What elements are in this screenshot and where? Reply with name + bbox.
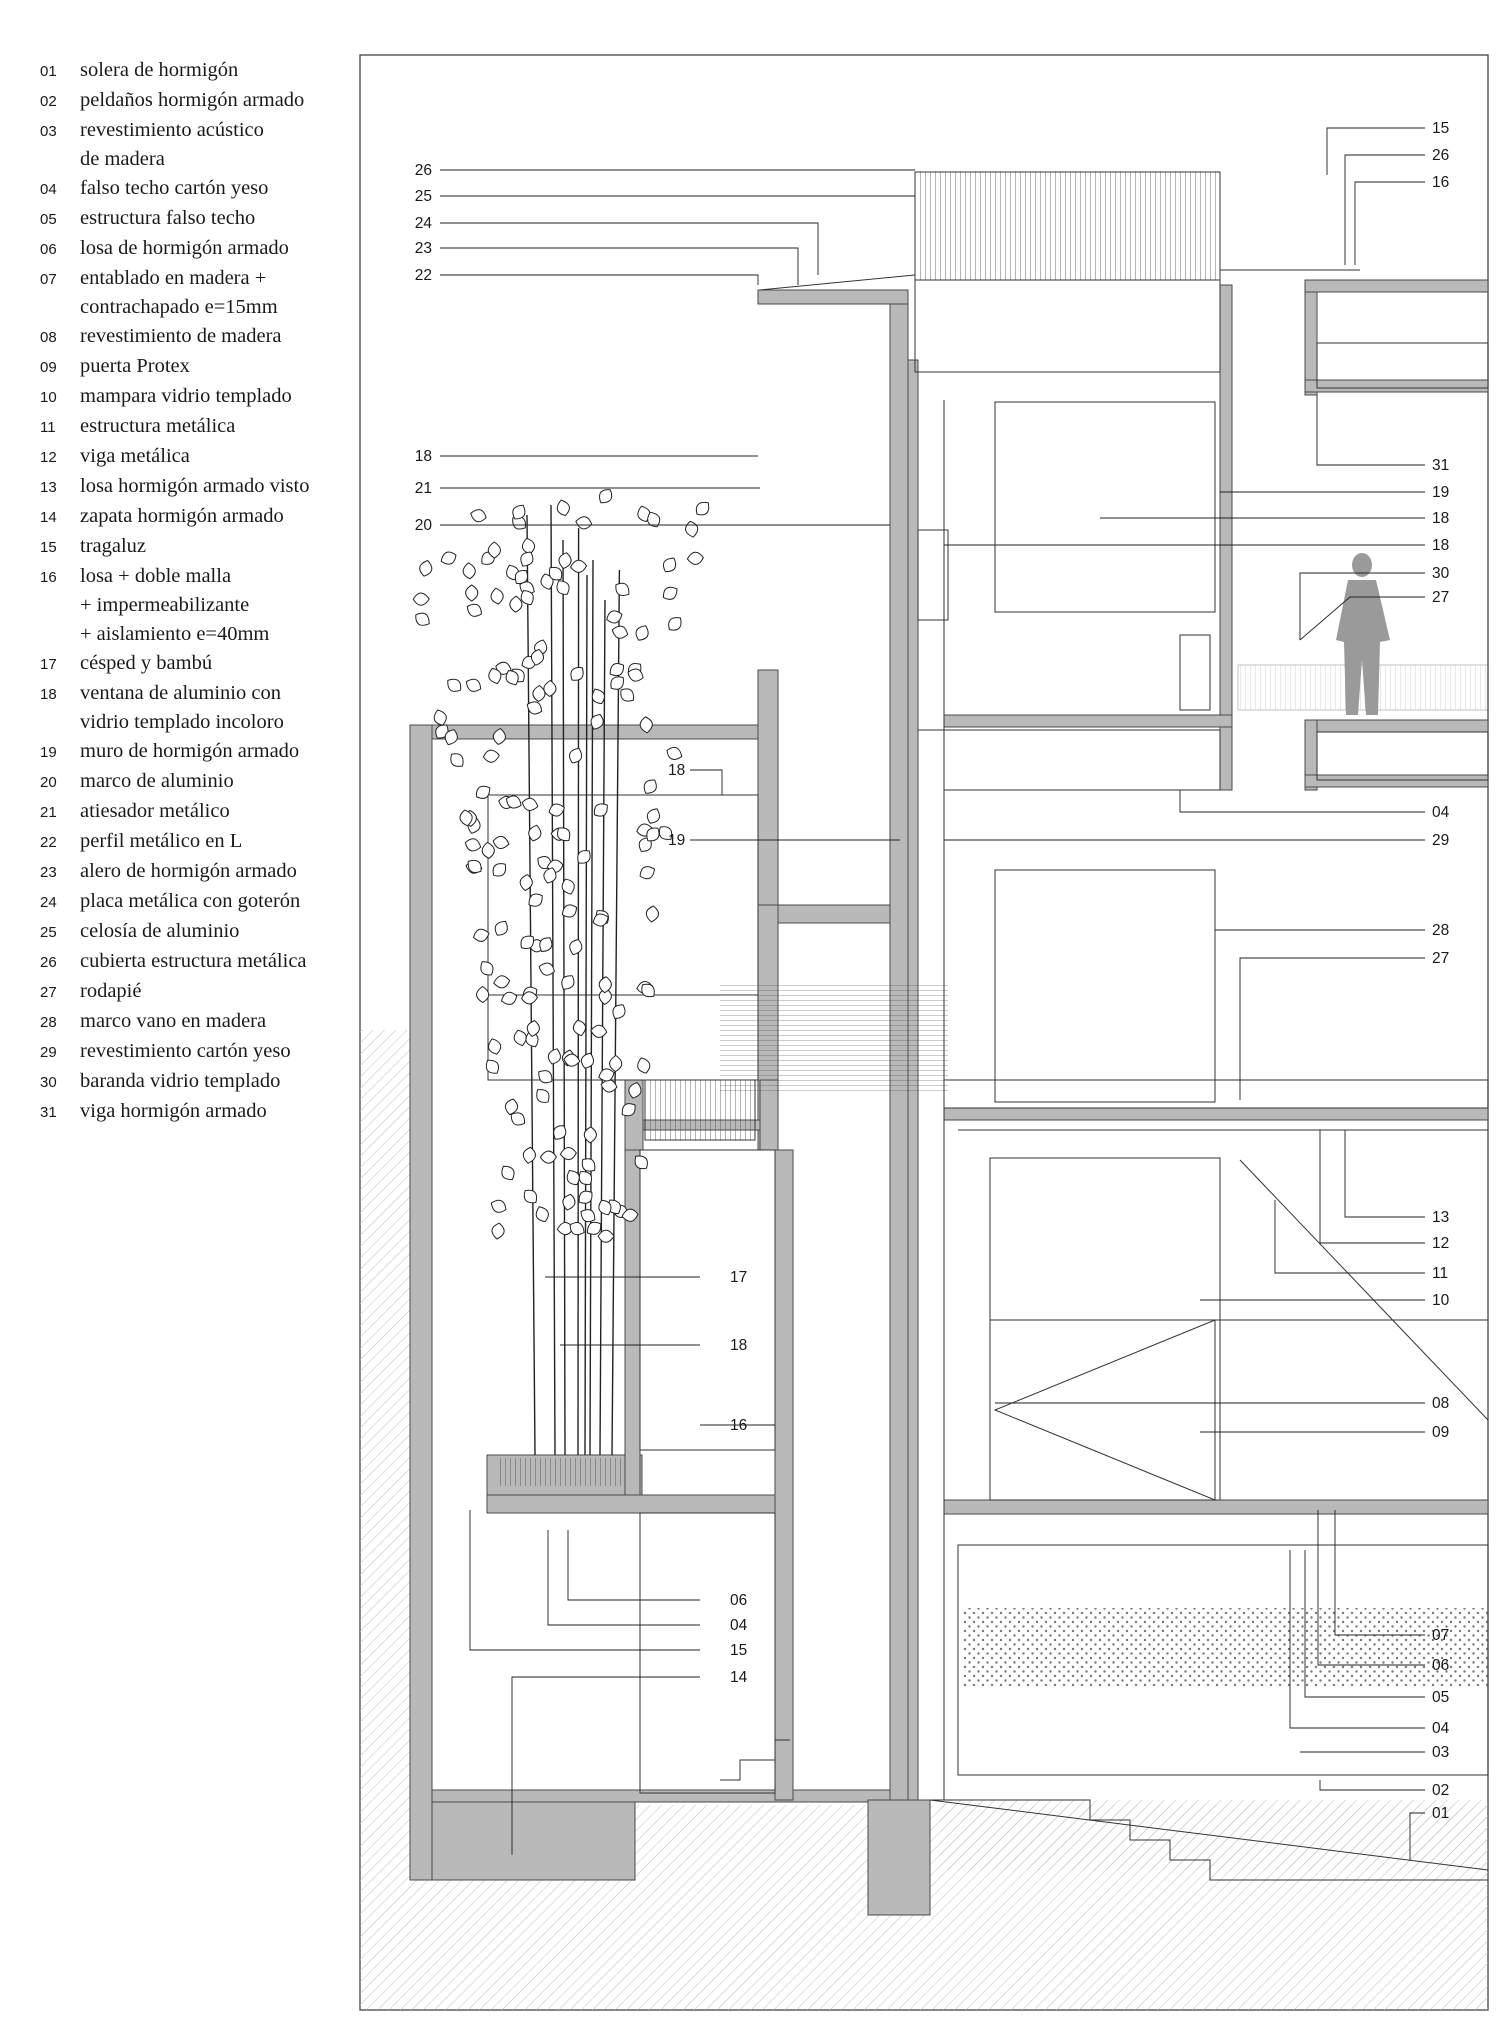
callout-label: 07 [1432,1627,1450,1644]
callout-label: 24 [414,215,432,232]
legend-number: 17 [40,656,57,673]
legend-number: 23 [40,864,57,881]
leader-line [690,770,722,795]
callout-label: 01 [1432,1805,1450,1822]
legend-number: 12 [40,449,57,466]
leader-line [1275,1200,1425,1273]
callout-label: 31 [1432,457,1450,474]
legend-text: césped y bambú [80,652,213,674]
legend-number: 01 [40,63,57,80]
legend-number: 07 [40,271,57,288]
legend-number: 10 [40,389,57,406]
callout-label: 16 [730,1417,748,1434]
callout-label: 18 [730,1337,748,1354]
legend-text: peldaños hormigón armado [80,89,305,111]
callout-label: 22 [414,267,432,284]
legend-text: entablado en madera + contrachapado e=15mm [80,267,278,318]
legend-text: falso techo cartón yeso [80,177,269,199]
legend-text: losa hormigón armado visto [80,475,310,497]
legend-number: 14 [40,509,57,526]
legend-number: 13 [40,479,57,496]
legend-text: losa de hormigón armado [80,237,289,259]
callout-label: 03 [1432,1744,1450,1761]
legend-text: baranda vidrio templado [80,1070,281,1092]
legend-number: 05 [40,211,57,228]
legend-number: 06 [40,241,57,258]
legend-text: celosía de aluminio [80,920,240,942]
leader-line [1345,1130,1425,1217]
legend-number: 24 [40,894,57,911]
callout-label: 18 [668,762,686,779]
callout-label: 08 [1432,1395,1450,1412]
callout-label: 13 [1432,1209,1450,1226]
callout-label: 05 [1432,1689,1450,1706]
legend-number: 28 [40,1014,57,1031]
callout-label: 02 [1432,1782,1450,1799]
leader-line [1355,182,1425,265]
callout-label: 20 [414,517,432,534]
legend-text: perfil metálico en L [80,830,243,852]
legend-number: 30 [40,1074,57,1091]
callout-label: 15 [1432,120,1450,137]
callout-label: 06 [1432,1657,1450,1674]
callout-label: 18 [414,448,432,465]
legend-number: 02 [40,93,57,110]
callout-label: 04 [1432,1720,1450,1737]
legend-text: revestimiento de madera [80,325,282,347]
callout-label: 30 [1432,565,1450,582]
leader-line [1320,1780,1425,1790]
leader-line [440,223,818,275]
callout-label: 19 [1432,484,1450,501]
legend-text: atiesador metálico [80,800,230,822]
legend-text: solera de hormigón [80,59,239,81]
callout-label: 25 [414,188,432,205]
legend-number: 11 [40,419,56,436]
interior-outlines [488,343,1488,1800]
leader-line [470,1510,700,1650]
legend-number: 19 [40,744,57,761]
legend-number: 21 [40,804,57,821]
callout-label: 27 [1432,950,1450,967]
legend-number: 16 [40,569,57,586]
callout-label: 17 [730,1269,748,1286]
callout-label: 12 [1432,1235,1450,1252]
callout-label: 26 [414,162,432,179]
legend-number: 27 [40,984,57,1001]
legend-text: revestimiento cartón yeso [80,1040,291,1062]
leader-line [440,248,798,285]
legend-number: 26 [40,954,57,971]
callout-label: 27 [1432,589,1450,606]
legend-number: 29 [40,1044,57,1061]
callout-label: 16 [1432,174,1450,191]
leader-line [548,1530,700,1625]
legend-number: 04 [40,181,57,198]
leader-line [568,1530,700,1600]
legend-text: tragaluz [80,535,147,557]
legend-text: losa + doble malla + impermeabilizante + aislamiento e=40mm [80,565,270,645]
legend-text: estructura falso techo [80,207,256,229]
leader-line [1317,395,1425,465]
legend-number: 31 [40,1104,57,1121]
legend-text: rodapié [80,980,142,1002]
legend-text: ventana de aluminio con vidrio templado incoloro [80,682,284,733]
leader-line [1240,958,1425,1100]
legend-text: alero de hormigón armado [80,860,297,882]
legend-text: puerta Protex [80,355,190,377]
legend-number: 09 [40,359,57,376]
legend-number: 25 [40,924,57,941]
legend-number: 08 [40,329,57,346]
leader-line [1345,155,1425,265]
legend-text: revestimiento acústico de madera [80,119,264,170]
legend-text: estructura metálica [80,415,236,437]
legend-number: 15 [40,539,57,556]
callout-label: 15 [730,1642,748,1659]
leader-line [1180,790,1425,812]
legend-text: mampara vidrio templado [80,385,292,407]
legend-number: 20 [40,774,57,791]
callout-label: 06 [730,1592,748,1609]
callout-label: 04 [1432,804,1450,821]
legend-text: marco de aluminio [80,770,234,792]
legend-text: marco vano en madera [80,1010,267,1032]
legend-text: placa metálica con goterón [80,890,301,912]
callout-label: 10 [1432,1292,1450,1309]
callout-label: 21 [414,480,432,497]
legend-text: viga hormigón armado [80,1100,267,1122]
callout-label: 09 [1432,1424,1450,1441]
callout-label: 19 [668,832,686,849]
callout-label: 04 [730,1617,748,1634]
callout-label: 29 [1432,832,1450,849]
bamboo-plant [412,486,712,1486]
callout-label: 11 [1432,1265,1449,1282]
legend-number: 22 [40,834,57,851]
legend-text: cubierta estructura metálica [80,950,307,972]
legend-number: 18 [40,686,57,703]
callout-label: 23 [414,240,432,257]
leader-line [1320,1130,1425,1243]
leader-line [440,275,758,285]
callout-label: 28 [1432,922,1450,939]
callout-label: 14 [730,1669,748,1686]
legend-text: muro de hormigón armado [80,740,300,762]
callout-label: 18 [1432,510,1450,527]
legend-number: 03 [40,123,57,140]
legend-text: viga metálica [80,445,190,467]
roof-louvre [760,172,1360,372]
callout-label: 26 [1432,147,1450,164]
legend-text: zapata hormigón armado [80,505,284,527]
leader-line [1327,128,1425,175]
callout-label: 18 [1432,537,1450,554]
